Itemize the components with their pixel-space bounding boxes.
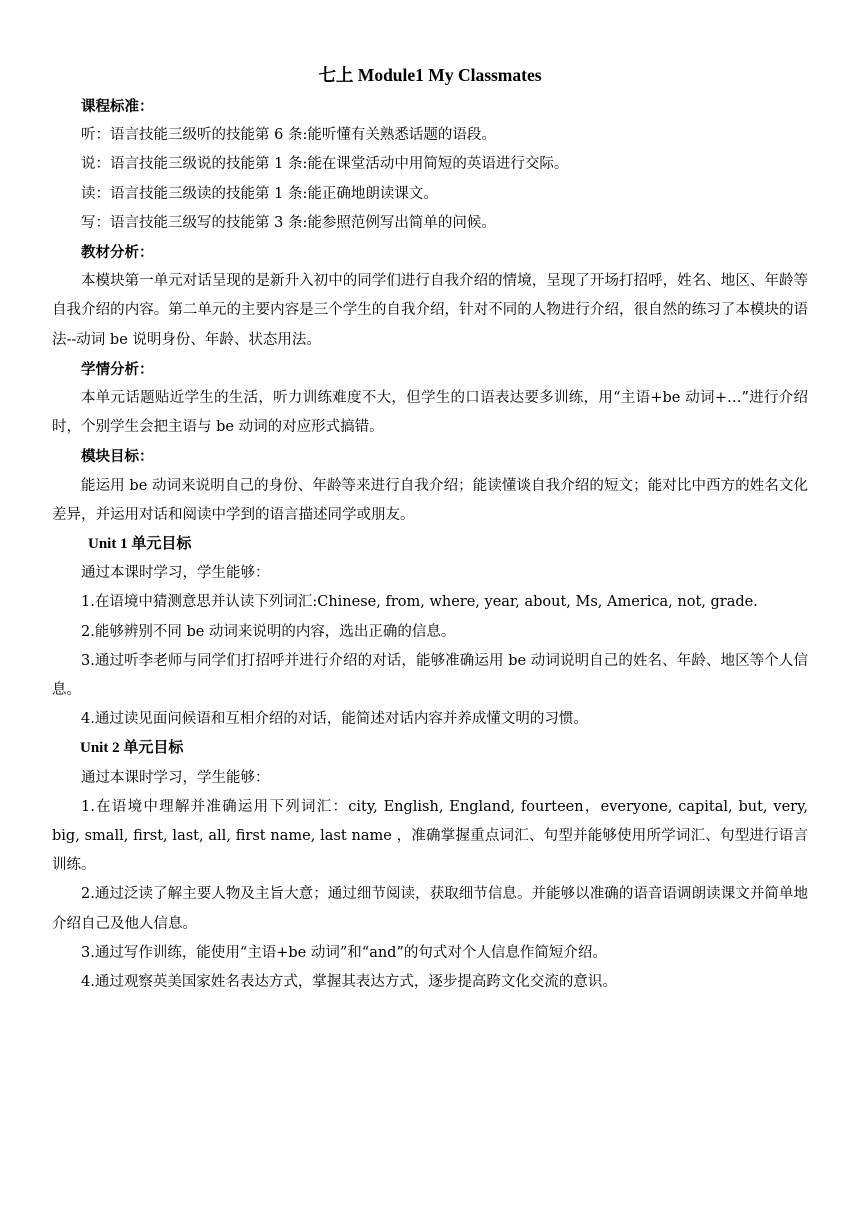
unit1-goal-4: 4.通过读见面问候语和互相介绍的对话，能简述对话内容并养成懂文明的习惯。 xyxy=(81,711,588,728)
document-title: 七上 Module1 My Classmates xyxy=(318,65,542,85)
curriculum-heading: 课程标准： xyxy=(81,98,154,115)
unit1-goal-3: 3.通过听李老师与同学们打招呼并进行介绍的对话，能够准确运用 be 动词说明自己的姓名、年龄、地区等个人信息。 xyxy=(52,652,808,699)
textbook-analysis-heading: 教材分析： xyxy=(81,244,154,262)
module-goals-heading: 模块目标： xyxy=(81,448,154,466)
textbook-analysis-body: 本模块第一单元对话呈现的是新升入初中的同学们进行自我介绍的情境，呈现了开场打招呼，姓名、地区、年龄等自我介绍的内容。第二单元的主要内容是三个学生的自我介绍，针对不同的人物进行介绍，很自然的练习了本模块的语法--动词 be 说明身份、年龄、状态用法。 xyxy=(52,273,808,348)
unit2-intro: 通过本课时学习，学生能够： xyxy=(81,769,270,786)
module-goals-body: 能运用 be 动词来说明自己的身份、年龄等来进行自我介绍；能读懂谈自我介绍的短文；能对比中西方的姓名文化差异，并运用对话和阅读中学到的语言描述同学或朋友。 xyxy=(52,477,808,523)
learner-analysis-heading: 学情分析： xyxy=(81,360,154,378)
curriculum-item-writing: 写：语言技能三级写的技能第 3 条:能参照范例写出简单的问候。 xyxy=(81,214,496,231)
unit1-heading: Unit 1 单元目标 xyxy=(88,536,192,553)
unit2-goal-2: 2.通过泛读了解主要人物及主旨大意；通过细节阅读，获取细节信息。并能够以准确的语音语调朗读课文并简单地介绍自己及他人信息。 xyxy=(52,886,808,932)
unit1-goal-1: 1.在语境中猜测意思并认读下列词汇:Chinese, from, where, year, about, Ms, America, not, grade. xyxy=(81,594,758,611)
curriculum-item-reading: 读：语言技能三级读的技能第 1 条:能正确地朗读课文。 xyxy=(81,185,438,202)
document-page xyxy=(52,58,808,997)
learner-analysis-body: 本单元话题贴近学生的生活，听力训练难度不大，但学生的口语表达要多训练，用“主语+be 动词+…”进行介绍时，个别学生会把主语与 be 动词的对应形式搞错。 xyxy=(52,390,808,436)
unit1-goal-2: 2.能够辨别不同 be 动词来说明的内容，选出正确的信息。 xyxy=(81,623,456,640)
unit2-heading: Unit 2 单元目标 xyxy=(80,740,184,757)
curriculum-item-listening: 听：语言技能三级听的技能第 6 条:能听懂有关熟悉话题的语段。 xyxy=(81,127,496,144)
unit1-intro: 通过本课时学习，学生能够： xyxy=(81,565,270,582)
unit2-goal-3: 3.通过写作训练，能使用“主语+be 动词”和“and”的句式对个人信息作简短介绍。 xyxy=(81,944,607,961)
unit2-goal-4: 4.通过观察英美国家姓名表达方式，掌握其表达方式，逐步提高跨文化交流的意识。 xyxy=(81,974,617,991)
unit2-goal-1: 1.在语境中理解并准确运用下列词汇：city, English, England, fourteen，everyone, capital, but, very, big, small, first, last, all, first name, last name ，准确掌握重点词汇、句型并能够使用所学词汇、句型进行语言训练。 xyxy=(52,798,808,874)
curriculum-item-speaking: 说：语言技能三级说的技能第 1 条:能在课堂活动中用简短的英语进行交际。 xyxy=(81,156,569,173)
